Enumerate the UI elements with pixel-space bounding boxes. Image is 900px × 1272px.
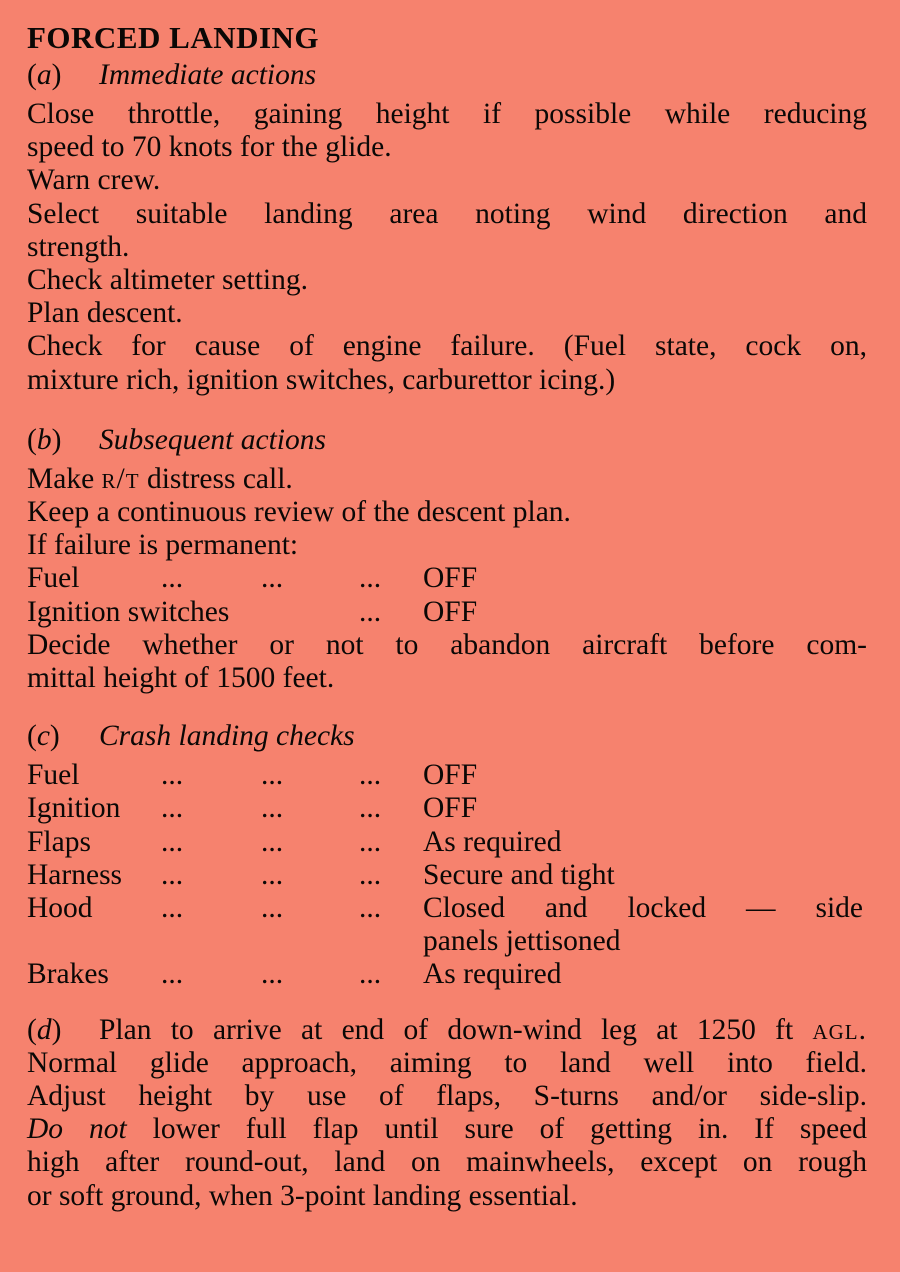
check-value: Closed and locked — side panels jettisoned — [423, 891, 863, 958]
check-value: As required — [423, 958, 562, 991]
section-d-line: high after round-out, land on mainwheels, except on rough — [27, 1146, 867, 1179]
section-subsequent-actions — [27, 423, 867, 695]
section-d-line: Do not lower full flap until sure of getting in. If speed — [27, 1113, 868, 1146]
check-row-brakes: Brakes ... ... ... As required — [27, 958, 562, 991]
check-item: Brakes — [27, 958, 109, 991]
check-value: As required — [423, 825, 562, 858]
check-item: Hood — [27, 891, 93, 924]
check-item: Flaps — [27, 825, 91, 858]
check-value: OFF — [423, 595, 478, 628]
section-d-line: Normal glide approach, aiming to land well into field. — [27, 1046, 867, 1079]
rt-abbrev: r/t — [101, 462, 140, 495]
section-d-label: (d) — [27, 1013, 62, 1046]
section-a-line: Warn crew. — [27, 164, 161, 197]
permanent-failure-line: If failure is permanent: — [27, 529, 299, 562]
section-d-line: or soft ground, when 3-point landing essential. — [27, 1179, 578, 1212]
check-item: Ignition — [27, 792, 121, 825]
section-b-title: Subsequent actions — [99, 423, 326, 456]
check-value: Secure and tight — [423, 858, 615, 891]
check-value: OFF — [423, 759, 478, 792]
check-row-flaps: Flaps ... ... ... As required — [27, 825, 562, 858]
section-d-line: Adjust height by use of flaps, S-turns and/or side-slip. — [27, 1079, 867, 1112]
section-a-line: Check for cause of engine failure. (Fuel state, cock on, — [27, 330, 867, 363]
review-line: Keep a continuous review of the descent plan. — [27, 496, 571, 529]
do-not-emphasis: Do not — [27, 1113, 127, 1146]
section-immediate-actions — [27, 58, 867, 397]
section-crash-landing-checks — [27, 719, 867, 991]
agl-abbrev: agl. — [812, 1013, 867, 1046]
section-d-line: (d) Plan to arrive at end of down-wind leg at 1250 ft agl. — [27, 1013, 867, 1046]
section-c-title: Crash landing checks — [99, 720, 355, 753]
abandon-line: Decide whether or not to abandon aircraft before com- — [27, 628, 867, 661]
check-row-ignition-switches: Ignition switches ... OFF — [27, 595, 478, 628]
section-a-heading — [27, 58, 867, 92]
abandon-line: mittal height of 1500 feet. — [27, 662, 335, 695]
section-a-line: speed to 70 knots for the glide. — [27, 131, 392, 164]
distress-call-line: Make r/t distress call. — [27, 462, 293, 495]
check-row-hood: Hood ... ... ... Closed and locked — side panels jettisoned — [27, 891, 863, 958]
section-a-line: Close throttle, gaining height if possible while reducing — [27, 98, 867, 130]
section-a-line: mixture rich, ignition switches, carburettor icing.) — [27, 363, 616, 396]
check-item: Fuel — [27, 759, 80, 792]
check-item: Harness — [27, 858, 123, 891]
section-a-label: (a) — [27, 59, 62, 91]
section-a-line: Plan descent. — [27, 297, 183, 330]
section-a-line: Check altimeter setting. — [27, 264, 308, 297]
section-a-line: strength. — [27, 230, 130, 263]
check-row-fuel: Fuel ... ... ... OFF — [27, 759, 478, 792]
section-a-title: Immediate actions — [99, 59, 317, 91]
check-row-fuel: Fuel ... ... ... OFF — [27, 562, 478, 595]
check-item: Ignition switches — [27, 595, 230, 628]
section-b-label: (b) — [27, 423, 62, 456]
section-b-heading — [27, 423, 867, 457]
check-row-harness: Harness ... ... ... Secure and tight — [27, 858, 615, 891]
section-c-heading — [27, 719, 867, 753]
section-approach — [27, 1014, 867, 1213]
check-value: OFF — [423, 792, 478, 825]
forced-landing-page — [27, 18, 867, 1213]
section-c-label: (c) — [27, 720, 60, 753]
section-a-line: Select suitable landing area noting wind direction and — [27, 197, 867, 230]
check-value: OFF — [423, 562, 478, 595]
check-item: Fuel — [27, 562, 80, 595]
page-title: FORCED LANDING — [27, 20, 320, 55]
check-row-ignition: Ignition ... ... ... OFF — [27, 792, 478, 825]
